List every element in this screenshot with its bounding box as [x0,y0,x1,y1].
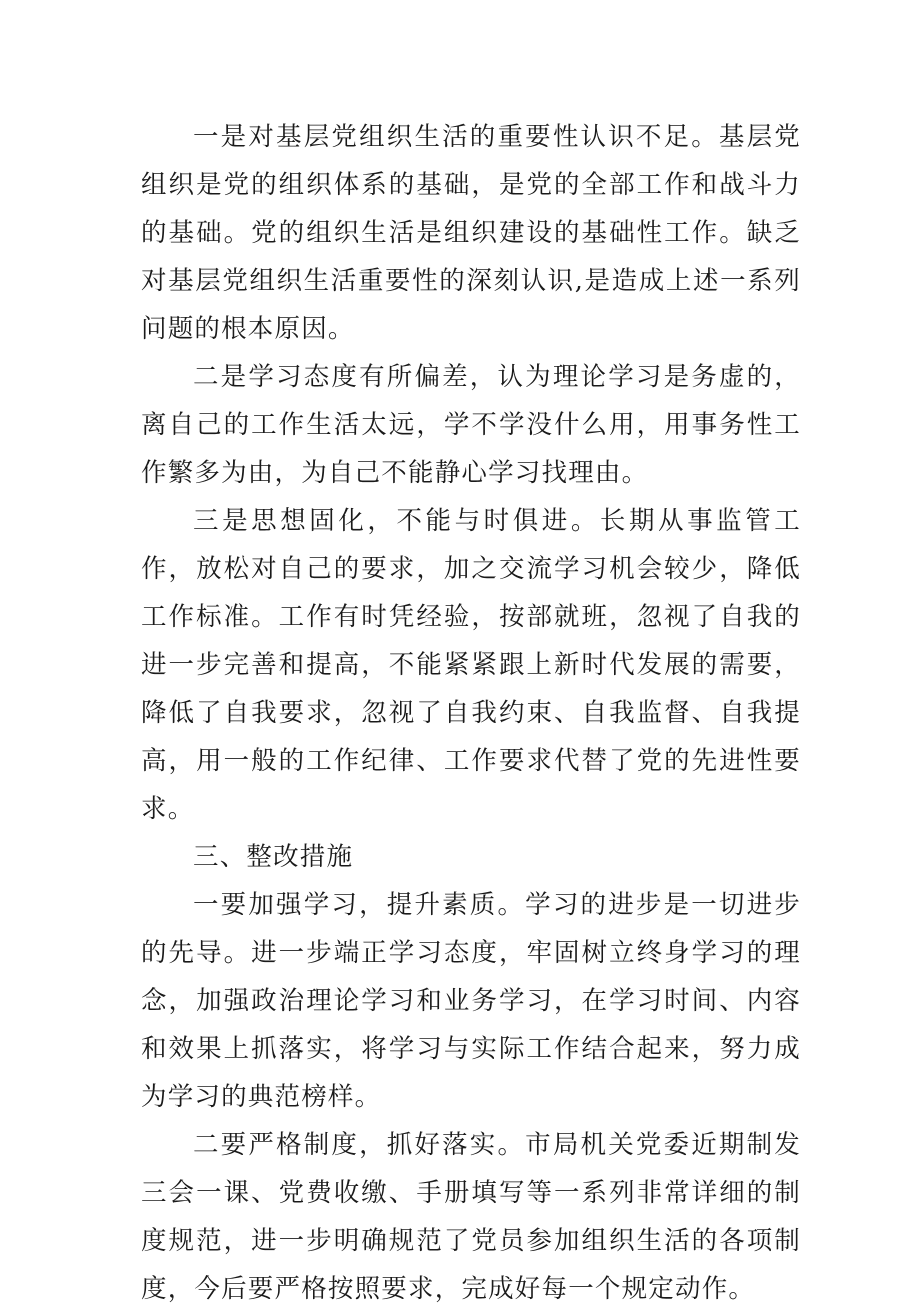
section-heading: 三、整改措施 [193,842,354,872]
paragraph-measure-1: 一要加强学习，提升素质。学习的进步是一切进步的先导。进一步端正学习态度，牢固树立终身学习的理念，加强政治理论学习和业务学习，在学习时间、内容和效果上抓落实，将学习与实际工作结合起来，努力成为学习的典范榜样。 [141,890,801,1112]
document-body [141,113,801,1313]
paragraph-cause-2: 二是学习态度有所偏差，认为理论学习是务虚的，离自己的工作生活太远，学不学没什么用，用事务性工作繁多为由，为自己不能静心学习找理由。 [141,362,801,488]
paragraph-cause-1: 一是对基层党组织生活的重要性认识不足。基层党组织是党的组织体系的基础，是党的全部工作和战斗力的基础。党的组织生活是组织建设的基础性工作。缺乏对基层党组织生活重要性的深刻认识,是造成上述一系列问题的根本原因。 [141,122,801,344]
paragraph-cause-3: 三是思想固化，不能与时俱进。长期从事监管工作，放松对自己的要求，加之交流学习机会较少，降低工作标准。工作有时凭经验，按部就班，忽视了自我的进一步完善和提高，不能紧紧跟上新时代发展的需要，降低了自我要求，忽视了自我约束、自我监督、自我提高，用一般的工作纪律、工作要求代替了党的先进性要求。 [141,506,801,824]
paragraph-measure-2: 二要严格制度，抓好落实。市局机关党委近期制发三会一课、党费收缴、手册填写等一系列非常详细的制度规范，进一步明确规范了党员参加组织生活的各项制度，今后要严格按照要求，完成好每一个规定动作。 [141,1130,801,1304]
